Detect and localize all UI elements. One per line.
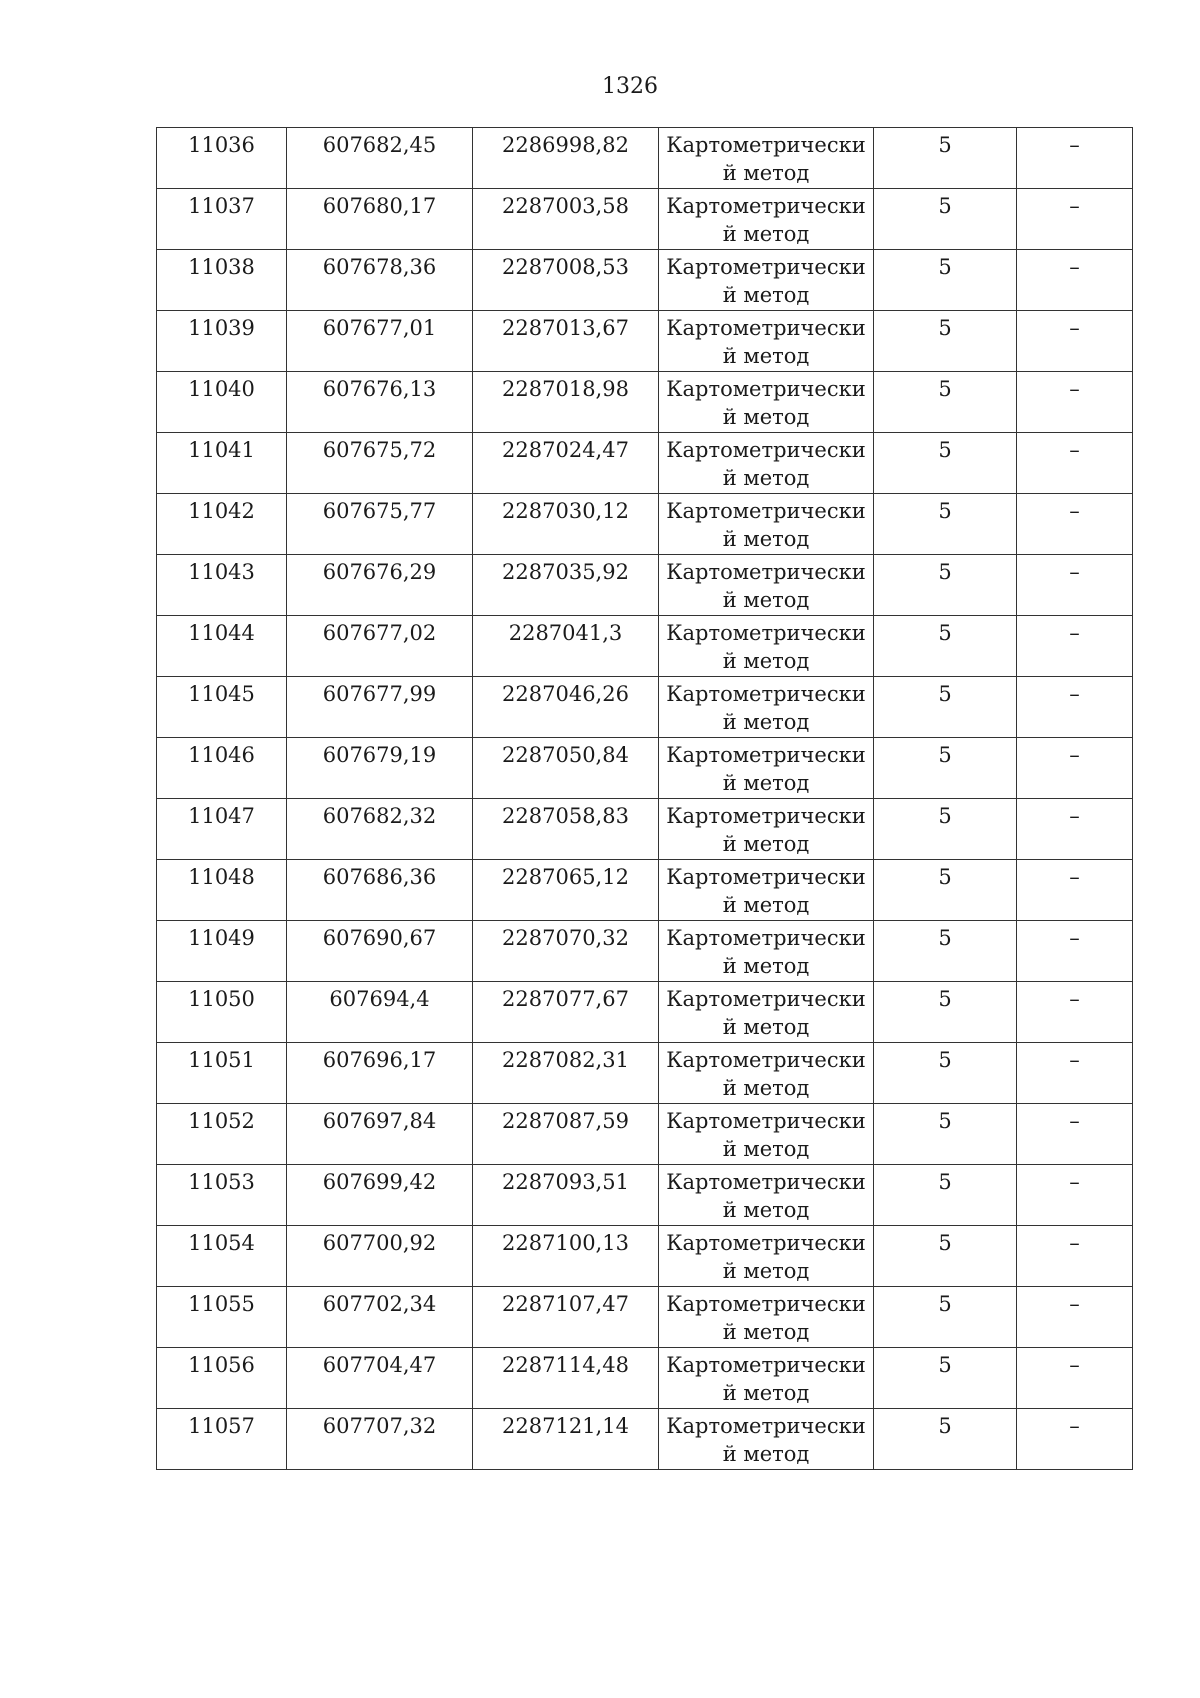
- coordinate-x-cell: [287, 433, 473, 494]
- coordinate-y-cell-text: 2287082,31: [502, 1048, 629, 1072]
- description-cell: [1017, 555, 1133, 616]
- description-cell: [1017, 250, 1133, 311]
- point-number-cell: [157, 494, 287, 555]
- coordinate-y-cell: [473, 799, 659, 860]
- description-cell: [1017, 738, 1133, 799]
- method-cell-text: Картометрически й метод: [666, 1170, 866, 1222]
- method-cell-text: Картометрически й метод: [666, 194, 866, 246]
- coordinate-x-cell-text: 607676,29: [322, 560, 437, 584]
- coordinate-y-cell: [473, 128, 659, 189]
- point-number-cell-text: 11057: [188, 1414, 255, 1438]
- point-number-cell-text: 11039: [188, 316, 255, 340]
- coordinate-x-cell: [287, 616, 473, 677]
- coordinate-x-cell: [287, 738, 473, 799]
- coordinate-y-cell-text: 2287013,67: [502, 316, 629, 340]
- accuracy-cell: [874, 1287, 1017, 1348]
- table-row: [157, 799, 1133, 860]
- description-cell-text: –: [1069, 377, 1080, 401]
- accuracy-cell: [874, 433, 1017, 494]
- method-cell-text: Картометрически й метод: [666, 682, 866, 734]
- accuracy-cell-text: 5: [938, 499, 952, 523]
- accuracy-cell-text: 5: [938, 133, 952, 157]
- coordinate-x-cell-text: 607697,84: [322, 1109, 437, 1133]
- point-number-cell-text: 11046: [188, 743, 255, 767]
- coordinate-y-cell-text: 2287046,26: [502, 682, 629, 706]
- coordinate-x-cell-text: 607704,47: [322, 1353, 437, 1377]
- coordinate-y-cell: [473, 189, 659, 250]
- point-number-cell-text: 11047: [188, 804, 255, 828]
- coordinate-x-cell: [287, 1165, 473, 1226]
- coordinate-x-cell-text: 607676,13: [322, 377, 437, 401]
- description-cell-text: –: [1069, 682, 1080, 706]
- point-number-cell: [157, 1104, 287, 1165]
- accuracy-cell: [874, 1104, 1017, 1165]
- table-row: [157, 738, 1133, 799]
- coordinate-y-cell: [473, 250, 659, 311]
- accuracy-cell: [874, 555, 1017, 616]
- point-number-cell-text: 11043: [188, 560, 255, 584]
- coordinate-x-cell: [287, 799, 473, 860]
- method-cell-text: Картометрически й метод: [666, 1109, 866, 1161]
- accuracy-cell-text: 5: [938, 377, 952, 401]
- description-cell-text: –: [1069, 438, 1080, 462]
- method-cell: [659, 1104, 874, 1165]
- table-row: [157, 1165, 1133, 1226]
- table-row: [157, 677, 1133, 738]
- accuracy-cell: [874, 799, 1017, 860]
- method-cell: [659, 1226, 874, 1287]
- description-cell: [1017, 1104, 1133, 1165]
- point-number-cell: [157, 555, 287, 616]
- coordinate-y-cell-text: 2287030,12: [502, 499, 629, 523]
- table-row: [157, 982, 1133, 1043]
- point-number-cell: [157, 982, 287, 1043]
- point-number-cell-text: 11040: [188, 377, 255, 401]
- point-number-cell: [157, 1043, 287, 1104]
- description-cell: [1017, 921, 1133, 982]
- coordinate-x-cell-text: 607696,17: [322, 1048, 437, 1072]
- coordinate-y-cell-text: 2287107,47: [502, 1292, 629, 1316]
- method-cell: [659, 738, 874, 799]
- table-row: [157, 1348, 1133, 1409]
- table-row: [157, 189, 1133, 250]
- coordinate-x-cell-text: 607682,32: [322, 804, 437, 828]
- method-cell: [659, 189, 874, 250]
- coordinate-y-cell: [473, 494, 659, 555]
- coordinate-y-cell-text: 2287114,48: [502, 1353, 629, 1377]
- point-number-cell: [157, 433, 287, 494]
- coordinate-y-cell: [473, 921, 659, 982]
- accuracy-cell: [874, 921, 1017, 982]
- description-cell: [1017, 1226, 1133, 1287]
- point-number-cell-text: 11052: [188, 1109, 255, 1133]
- description-cell: [1017, 494, 1133, 555]
- method-cell-text: Картометрически й метод: [666, 133, 866, 185]
- description-cell-text: –: [1069, 987, 1080, 1011]
- method-cell-text: Картометрически й метод: [666, 1292, 866, 1344]
- point-number-cell: [157, 372, 287, 433]
- point-number-cell-text: 11049: [188, 926, 255, 950]
- coordinate-x-cell: [287, 494, 473, 555]
- accuracy-cell: [874, 128, 1017, 189]
- table-row: [157, 1226, 1133, 1287]
- accuracy-cell: [874, 372, 1017, 433]
- coordinate-x-cell: [287, 677, 473, 738]
- coordinate-y-cell: [473, 1409, 659, 1470]
- description-cell: [1017, 1409, 1133, 1470]
- point-number-cell-text: 11042: [188, 499, 255, 523]
- description-cell: [1017, 1287, 1133, 1348]
- description-cell-text: –: [1069, 133, 1080, 157]
- coordinate-y-cell-text: 2287100,13: [502, 1231, 629, 1255]
- method-cell: [659, 921, 874, 982]
- accuracy-cell-text: 5: [938, 1231, 952, 1255]
- description-cell: [1017, 677, 1133, 738]
- method-cell: [659, 616, 874, 677]
- coordinate-y-cell-text: 2287087,59: [502, 1109, 629, 1133]
- coordinate-x-cell-text: 607702,34: [322, 1292, 437, 1316]
- description-cell: [1017, 799, 1133, 860]
- accuracy-cell-text: 5: [938, 1048, 952, 1072]
- method-cell-text: Картометрически й метод: [666, 1353, 866, 1405]
- accuracy-cell: [874, 311, 1017, 372]
- coordinate-y-cell: [473, 1104, 659, 1165]
- method-cell-text: Картометрически й метод: [666, 1231, 866, 1283]
- table-row: [157, 1409, 1133, 1470]
- description-cell-text: –: [1069, 499, 1080, 523]
- accuracy-cell-text: 5: [938, 743, 952, 767]
- coordinate-x-cell: [287, 555, 473, 616]
- accuracy-cell-text: 5: [938, 1292, 952, 1316]
- accuracy-cell-text: 5: [938, 438, 952, 462]
- accuracy-cell: [874, 1348, 1017, 1409]
- coordinate-x-cell: [287, 128, 473, 189]
- coordinate-y-cell: [473, 311, 659, 372]
- method-cell: [659, 128, 874, 189]
- method-cell-text: Картометрически й метод: [666, 804, 866, 856]
- accuracy-cell-text: 5: [938, 987, 952, 1011]
- coordinate-x-cell-text: 607682,45: [322, 133, 437, 157]
- coordinate-x-cell: [287, 921, 473, 982]
- point-number-cell-text: 11056: [188, 1353, 255, 1377]
- accuracy-cell-text: 5: [938, 1109, 952, 1133]
- table-row: [157, 250, 1133, 311]
- point-number-cell-text: 11036: [188, 133, 255, 157]
- accuracy-cell-text: 5: [938, 560, 952, 584]
- description-cell-text: –: [1069, 865, 1080, 889]
- point-number-cell: [157, 921, 287, 982]
- coordinate-y-cell-text: 2287077,67: [502, 987, 629, 1011]
- coordinate-y-cell-text: 2287065,12: [502, 865, 629, 889]
- accuracy-cell-text: 5: [938, 804, 952, 828]
- accuracy-cell-text: 5: [938, 1414, 952, 1438]
- point-number-cell-text: 11050: [188, 987, 255, 1011]
- description-cell-text: –: [1069, 743, 1080, 767]
- method-cell: [659, 555, 874, 616]
- coordinate-y-cell-text: 2287058,83: [502, 804, 629, 828]
- point-number-cell: [157, 250, 287, 311]
- method-cell: [659, 860, 874, 921]
- accuracy-cell-text: 5: [938, 194, 952, 218]
- point-number-cell: [157, 616, 287, 677]
- description-cell-text: –: [1069, 1292, 1080, 1316]
- point-number-cell-text: 11041: [188, 438, 255, 462]
- description-cell: [1017, 982, 1133, 1043]
- description-cell: [1017, 433, 1133, 494]
- coordinate-x-cell-text: 607699,42: [322, 1170, 437, 1194]
- coordinate-x-cell-text: 607677,02: [322, 621, 437, 645]
- description-cell: [1017, 189, 1133, 250]
- accuracy-cell: [874, 1409, 1017, 1470]
- table-row: [157, 616, 1133, 677]
- description-cell: [1017, 616, 1133, 677]
- description-cell-text: –: [1069, 1048, 1080, 1072]
- point-number-cell-text: 11054: [188, 1231, 255, 1255]
- method-cell: [659, 1348, 874, 1409]
- accuracy-cell: [874, 189, 1017, 250]
- method-cell-text: Картометрически й метод: [666, 865, 866, 917]
- method-cell: [659, 677, 874, 738]
- description-cell: [1017, 860, 1133, 921]
- table-row: [157, 1104, 1133, 1165]
- description-cell-text: –: [1069, 316, 1080, 340]
- method-cell-text: Картометрически й метод: [666, 438, 866, 490]
- method-cell: [659, 1409, 874, 1470]
- accuracy-cell: [874, 1043, 1017, 1104]
- method-cell: [659, 250, 874, 311]
- point-number-cell: [157, 1226, 287, 1287]
- point-number-cell: [157, 128, 287, 189]
- coordinate-y-cell: [473, 1226, 659, 1287]
- table-row: [157, 1043, 1133, 1104]
- table-row: [157, 433, 1133, 494]
- description-cell: [1017, 1348, 1133, 1409]
- coordinate-y-cell: [473, 372, 659, 433]
- point-number-cell-text: 11048: [188, 865, 255, 889]
- table-row: [157, 372, 1133, 433]
- description-cell: [1017, 311, 1133, 372]
- method-cell: [659, 799, 874, 860]
- point-number-cell: [157, 677, 287, 738]
- method-cell-text: Картометрически й метод: [666, 1048, 866, 1100]
- point-number-cell-text: 11045: [188, 682, 255, 706]
- coordinate-x-cell-text: 607677,01: [322, 316, 437, 340]
- description-cell-text: –: [1069, 194, 1080, 218]
- coordinate-y-cell: [473, 860, 659, 921]
- table-row: [157, 494, 1133, 555]
- method-cell: [659, 433, 874, 494]
- coordinate-x-cell-text: 607690,67: [322, 926, 437, 950]
- point-number-cell: [157, 189, 287, 250]
- accuracy-cell-text: 5: [938, 1353, 952, 1377]
- coordinate-y-cell-text: 2287070,32: [502, 926, 629, 950]
- coordinate-x-cell: [287, 1287, 473, 1348]
- coordinate-x-cell-text: 607675,72: [322, 438, 437, 462]
- accuracy-cell-text: 5: [938, 865, 952, 889]
- point-number-cell-text: 11038: [188, 255, 255, 279]
- method-cell-text: Картометрически й метод: [666, 499, 866, 551]
- page-number: 1326: [602, 74, 658, 99]
- coordinate-y-cell: [473, 616, 659, 677]
- point-number-cell: [157, 860, 287, 921]
- description-cell: [1017, 1043, 1133, 1104]
- method-cell: [659, 311, 874, 372]
- method-cell: [659, 1043, 874, 1104]
- accuracy-cell: [874, 494, 1017, 555]
- accuracy-cell: [874, 677, 1017, 738]
- description-cell-text: –: [1069, 1231, 1080, 1255]
- accuracy-cell-text: 5: [938, 621, 952, 645]
- description-cell-text: –: [1069, 255, 1080, 279]
- coordinate-y-cell: [473, 1348, 659, 1409]
- point-number-cell: [157, 738, 287, 799]
- accuracy-cell: [874, 616, 1017, 677]
- coordinate-x-cell: [287, 311, 473, 372]
- description-cell-text: –: [1069, 1353, 1080, 1377]
- coordinate-x-cell-text: 607686,36: [322, 865, 437, 889]
- accuracy-cell-text: 5: [938, 255, 952, 279]
- point-number-cell: [157, 1165, 287, 1226]
- point-number-cell: [157, 311, 287, 372]
- point-number-cell-text: 11053: [188, 1170, 255, 1194]
- method-cell: [659, 494, 874, 555]
- accuracy-cell-text: 5: [938, 926, 952, 950]
- coordinate-y-cell-text: 2287003,58: [502, 194, 629, 218]
- point-number-cell: [157, 1287, 287, 1348]
- coordinate-x-cell-text: 607678,36: [322, 255, 437, 279]
- accuracy-cell: [874, 982, 1017, 1043]
- coordinate-y-cell-text: 2287050,84: [502, 743, 629, 767]
- method-cell-text: Картометрически й метод: [666, 560, 866, 612]
- description-cell-text: –: [1069, 560, 1080, 584]
- coordinates-table-body: [157, 128, 1133, 1470]
- method-cell-text: Картометрически й метод: [666, 255, 866, 307]
- description-cell: [1017, 128, 1133, 189]
- coordinate-y-cell: [473, 677, 659, 738]
- point-number-cell: [157, 1348, 287, 1409]
- coordinates-table: [156, 127, 1133, 1470]
- coordinate-x-cell-text: 607707,32: [322, 1414, 437, 1438]
- description-cell-text: –: [1069, 1109, 1080, 1133]
- coordinate-y-cell: [473, 433, 659, 494]
- coordinate-x-cell-text: 607700,92: [322, 1231, 437, 1255]
- point-number-cell-text: 11051: [188, 1048, 255, 1072]
- method-cell-text: Картометрически й метод: [666, 621, 866, 673]
- accuracy-cell-text: 5: [938, 1170, 952, 1194]
- method-cell: [659, 1165, 874, 1226]
- coordinate-x-cell: [287, 372, 473, 433]
- method-cell-text: Картометрически й метод: [666, 926, 866, 978]
- method-cell-text: Картометрически й метод: [666, 743, 866, 795]
- coordinate-x-cell-text: 607675,77: [322, 499, 437, 523]
- coordinate-y-cell-text: 2287008,53: [502, 255, 629, 279]
- coordinate-y-cell: [473, 1165, 659, 1226]
- coordinate-x-cell-text: 607679,19: [322, 743, 437, 767]
- coordinate-y-cell: [473, 982, 659, 1043]
- coordinate-x-cell: [287, 1226, 473, 1287]
- coordinate-x-cell: [287, 250, 473, 311]
- description-cell: [1017, 372, 1133, 433]
- description-cell: [1017, 1165, 1133, 1226]
- table-row: [157, 128, 1133, 189]
- coordinate-x-cell: [287, 1348, 473, 1409]
- coordinate-x-cell: [287, 189, 473, 250]
- coordinate-y-cell-text: 2287024,47: [502, 438, 629, 462]
- method-cell: [659, 1287, 874, 1348]
- table-row: [157, 311, 1133, 372]
- method-cell-text: Картометрически й метод: [666, 377, 866, 429]
- description-cell-text: –: [1069, 804, 1080, 828]
- table-row: [157, 1287, 1133, 1348]
- description-cell-text: –: [1069, 621, 1080, 645]
- accuracy-cell: [874, 1165, 1017, 1226]
- coordinate-y-cell-text: 2287121,14: [502, 1414, 629, 1438]
- table-row: [157, 555, 1133, 616]
- coordinate-x-cell: [287, 1104, 473, 1165]
- method-cell-text: Картометрически й метод: [666, 316, 866, 368]
- coordinate-x-cell: [287, 1409, 473, 1470]
- method-cell: [659, 372, 874, 433]
- point-number-cell: [157, 799, 287, 860]
- description-cell-text: –: [1069, 926, 1080, 950]
- coordinate-y-cell-text: 2287035,92: [502, 560, 629, 584]
- point-number-cell: [157, 1409, 287, 1470]
- table-row: [157, 921, 1133, 982]
- coordinate-x-cell: [287, 1043, 473, 1104]
- accuracy-cell-text: 5: [938, 682, 952, 706]
- method-cell-text: Картометрически й метод: [666, 1414, 866, 1466]
- point-number-cell-text: 11044: [188, 621, 255, 645]
- accuracy-cell: [874, 250, 1017, 311]
- coordinate-y-cell-text: 2286998,82: [502, 133, 629, 157]
- method-cell: [659, 982, 874, 1043]
- coordinate-x-cell: [287, 860, 473, 921]
- coordinate-y-cell: [473, 1043, 659, 1104]
- accuracy-cell: [874, 860, 1017, 921]
- coordinate-y-cell: [473, 738, 659, 799]
- coordinate-y-cell-text: 2287093,51: [502, 1170, 629, 1194]
- description-cell-text: –: [1069, 1170, 1080, 1194]
- accuracy-cell: [874, 738, 1017, 799]
- coordinate-x-cell-text: 607680,17: [322, 194, 437, 218]
- coordinate-x-cell-text: 607677,99: [322, 682, 437, 706]
- point-number-cell-text: 11037: [188, 194, 255, 218]
- coordinate-y-cell: [473, 555, 659, 616]
- point-number-cell-text: 11055: [188, 1292, 255, 1316]
- coordinate-y-cell-text: 2287041,3: [508, 621, 623, 645]
- coordinate-x-cell: [287, 982, 473, 1043]
- accuracy-cell-text: 5: [938, 316, 952, 340]
- table-row: [157, 860, 1133, 921]
- coordinate-x-cell-text: 607694,4: [329, 987, 430, 1011]
- method-cell-text: Картометрически й метод: [666, 987, 866, 1039]
- accuracy-cell: [874, 1226, 1017, 1287]
- description-cell-text: –: [1069, 1414, 1080, 1438]
- coordinate-y-cell: [473, 1287, 659, 1348]
- coordinate-y-cell-text: 2287018,98: [502, 377, 629, 401]
